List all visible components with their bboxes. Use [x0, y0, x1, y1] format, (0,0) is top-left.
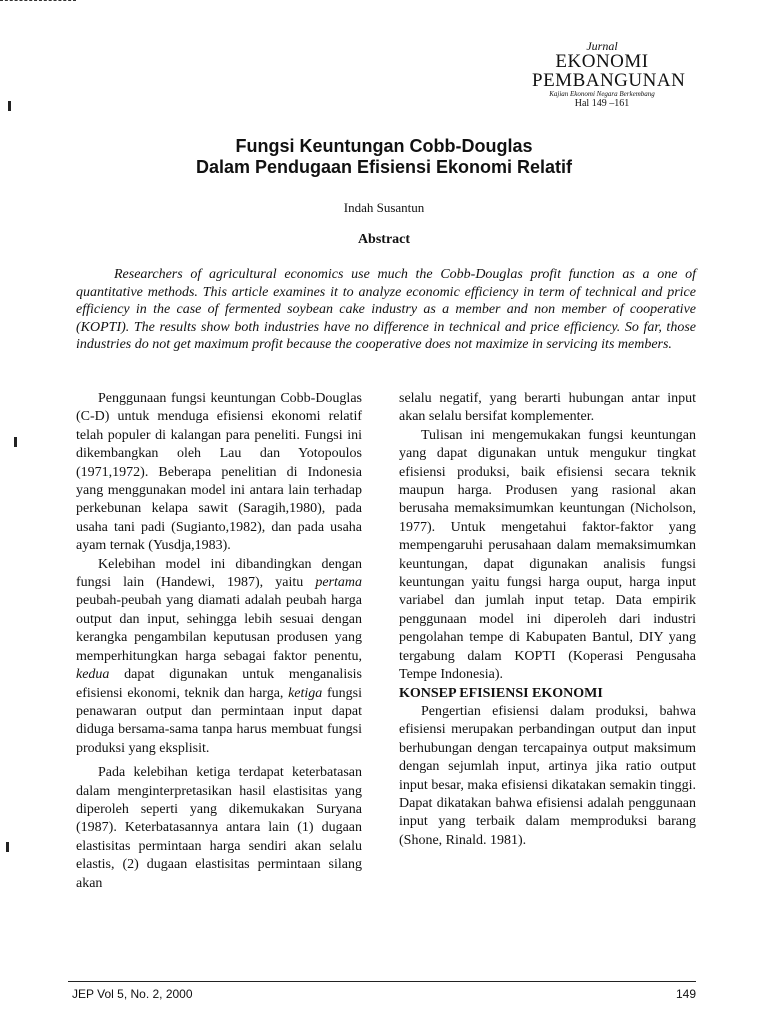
abstract-text: Researchers of agricultural economics use much the Cobb-Douglas profit function as a one of quantitative methods. This article examines it to analyze economic efficiency in term of technical and price efficiency in the case of fermented soybean cake industry as a member and non member of cooperative (KOPTI). The results show both industries have no difference in technical and price efficiency. So far, those industries do not get maximum profit because the cooperative does not maximize in servicing its members.: [76, 267, 696, 352]
left-column: [76, 390, 362, 893]
left-paragraph-1: Penggunaan fungsi keuntungan Cobb-Douglas (C-D) untuk menduga efisiensi ekonomi relatif telah populer di kalangan para peneliti. Fungsi ini dikembangkan oleh Lau dan Yotopoulos (1971,1972). Beberapa penelitian di Indonesia yang menggunakan model ini antara lain terhadap perkebunan kelapa sawit (Saragih,1980), pada usaha tani padi (Sugianto,1982), dan pada usaha ayam ternak (Yusdja,1983).: [76, 391, 362, 554]
section-heading: KONSEP EFISIENSI EKONOMI: [399, 685, 603, 701]
right-paragraph-1: selalu negatif, yang berarti hubungan antar input akan selalu bersifat komplementer.: [399, 391, 696, 425]
margin-mark: [8, 101, 11, 111]
journal-subtitle: Kajian Ekonomi Negara Berkembang: [549, 90, 655, 98]
emphasis-ketiga: ketiga: [288, 685, 323, 701]
left-paragraph-2: [76, 556, 362, 758]
journal-label: Jurnal: [586, 39, 618, 53]
right-column: [399, 390, 696, 850]
margin-mark: [6, 842, 9, 852]
scan-edge-line: [0, 0, 76, 1]
footer-page-number: 149: [675, 987, 696, 1001]
abstract-heading: Abstract: [357, 232, 411, 247]
left-paragraph-3: Pada kelebihan ketiga terdapat keterbatasan dalam menginterpretasikan hasil elastisitas yang diperoleh seperti yang dikemukakan Suryana (1987). Keterbatasannya antara lain (1) dugaan elastisitas permintaan harga sendiri akan selalu elastis, (2) dugaan elastisitas permintaan silang akan: [76, 765, 362, 891]
text-run: dapat digunakan untuk menganalisis efisiensi ekonomi, teknik dan harga,: [76, 667, 362, 701]
journal-name-line2: PEMBANGUNAN: [532, 70, 686, 91]
text-run: fungsi penawaran output dan permintaan input dapat diduga bersama-sama tanpa harus membuat fungsi produksi yang eksplisit.: [76, 685, 362, 756]
journal-name-line1: EKONOMI: [555, 51, 649, 72]
text-run: peubah-peubah yang diamati adalah peubah harga output dan input, sehingga lebih sesuai dengan kerangka pengambilan keputusan produsen yang memperhitungkan harga sebagai faktor penentu,: [76, 593, 362, 664]
right-paragraph-3: Pengertian efisiensi dalam produksi, bahwa efisiensi merupakan perbandingan output dan input berhubungan dengan tercapainya output maksimum dengan sejumlah input, artinya jika ratio output input besar, maka efisiensi dikatakan semakin tinggi. Dapat dikatakan bahwa efisiensi adalah penggunaan input yang terbaik dalam memproduksi barang (Shone, Rinald. 1981).: [399, 703, 696, 848]
abstract: [76, 266, 696, 354]
emphasis-kedua: kedua: [76, 667, 110, 683]
title-line2: Dalam Pendugaan Efisiensi Ekonomi Relatif: [195, 157, 573, 177]
emphasis-pertama: pertama: [315, 575, 362, 591]
right-paragraph-2: Tulisan ini mengemukakan fungsi keuntungan yang dapat digunakan untuk mengukur tingkat efisiensi produksi, baik efisiensi secara teknik maupun harga. Produsen yang rasional akan berusaha memaksimumkan keuntungan (Nicholson, 1977). Untuk mengetahui faktor-faktor yang mempengaruhi perusahaan dalam memaksimumkan keuntungan, dapat digunakan analisis fungsi keuntungan yaitu fungsi harga ouput, harga input variabel dan jumlah input tetap. Data empirik penggunaan model ini diperoleh dari industri pengolahan tempe di Kabupaten Bantul, DIY yang tergabung dalam KOPTI (Koperasi Pengusaha Tempe Indonesia).: [399, 427, 696, 683]
footer-rule: [68, 981, 696, 982]
text-run: Kelebihan model ini dibandingkan dengan fungsi lain (Handewi, 1987), yaitu: [76, 556, 362, 591]
journal-header: [532, 39, 686, 109]
journal-pages: Hal 149 –161: [574, 98, 630, 109]
margin-mark: [14, 437, 17, 447]
footer-citation: JEP Vol 5, No. 2, 2000: [72, 987, 193, 1001]
author: Indah Susantun: [343, 200, 425, 215]
title-line1: Fungsi Keuntungan Cobb-Douglas: [235, 136, 533, 156]
paper-title: [0, 136, 768, 178]
